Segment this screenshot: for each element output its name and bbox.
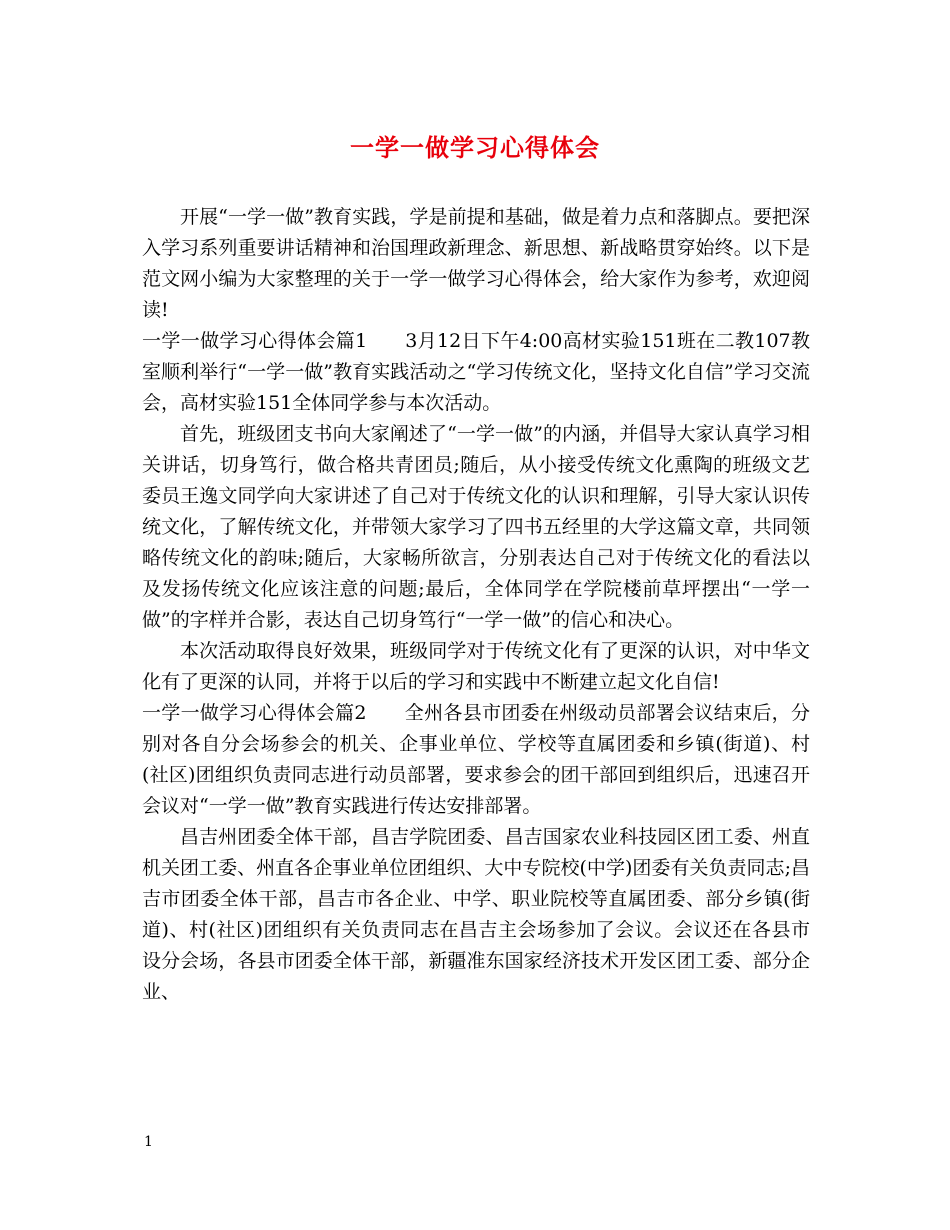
section-1-heading: 一学一做学习心得体会篇1 [142,330,368,352]
section-1-paragraph [142,326,810,419]
paragraph-text: 昌吉州团委全体干部，昌吉学院团委、昌吉国家农业科技园区团工委、州直机关团工委、州直各企事业单位团组织、大中专院校(中学)团委有关负责同志;昌吉市团委全体干部，昌吉市各企业、中学、职业院校等直属团委、部分乡镇(街道)、村(社区)团组织有关负责同志在昌吉主会场参加了会议。会议还在各县市设分会场，各县市团委全体干部，新疆准东国家经济技术开发区团工委、部分企业、 [142,826,810,1003]
document-title: 一学一做学习心得体会 [350,133,600,162]
body-paragraph [142,636,810,698]
intro-paragraph [142,202,810,326]
section-2-paragraph [142,698,810,822]
body-paragraph [142,822,810,1008]
document-body [142,202,810,1008]
body-paragraph [142,419,810,636]
paragraph-text: 首先，班级团支书向大家阐述了“一学一做”的内涵，并倡导大家认真学习相关讲话，切身笃行，做合格共青团员;随后，从小接受传统文化熏陶的班级文艺委员王逸文同学向大家讲述了自己对于传统文化的认识和理解，引导大家认识传统文化，了解传统文化，并带领大家学习了四书五经里的大学这篇文章，共同领略传统文化的韵味;随后，大家畅所欲言，分别表达自己对于传统文化的看法以及发扬传统文化应该注意的问题;最后，全体同学在学院楼前草坪摆出“一学一做”的字样并合影，表达自己切身笃行“一学一做”的信心和决心。 [142,423,810,631]
paragraph-text: 3月12日下午4:00高材实验151班在二教107教室顺利举行“一学一做”教育实践活动之“学习传统文化，坚持文化自信”学习交流会，高材实验151全体同学参与本次活动。 [142,330,811,414]
paragraph-text: 开展“一学一做”教育实践，学是前提和基础，做是着力点和落脚点。要把深入学习系列重要讲话精神和治国理政新理念、新思想、新战略贯穿始终。以下是范文网小编为大家整理的关于一学一做学习心得体会，给大家作为参考，欢迎阅读! [142,206,810,321]
page-number: 1 [144,1134,153,1150]
paragraph-text: 全州各县市团委在州级动员部署会议结束后，分别对各自分会场参会的机关、企事业单位、学校等直属团委和乡镇(街道)、村(社区)团组织负责同志进行动员部署，要求参会的团干部回到组织后，迅速召开会议对“一学一做”教育实践进行传达安排部署。 [142,702,810,817]
paragraph-text: 本次活动取得良好效果，班级同学对于传统文化有了更深的认识，对中华文化有了更深的认同，并将于以后的学习和实践中不断建立起文化自信! [142,640,810,693]
section-2-heading: 一学一做学习心得体会篇2 [142,702,367,724]
